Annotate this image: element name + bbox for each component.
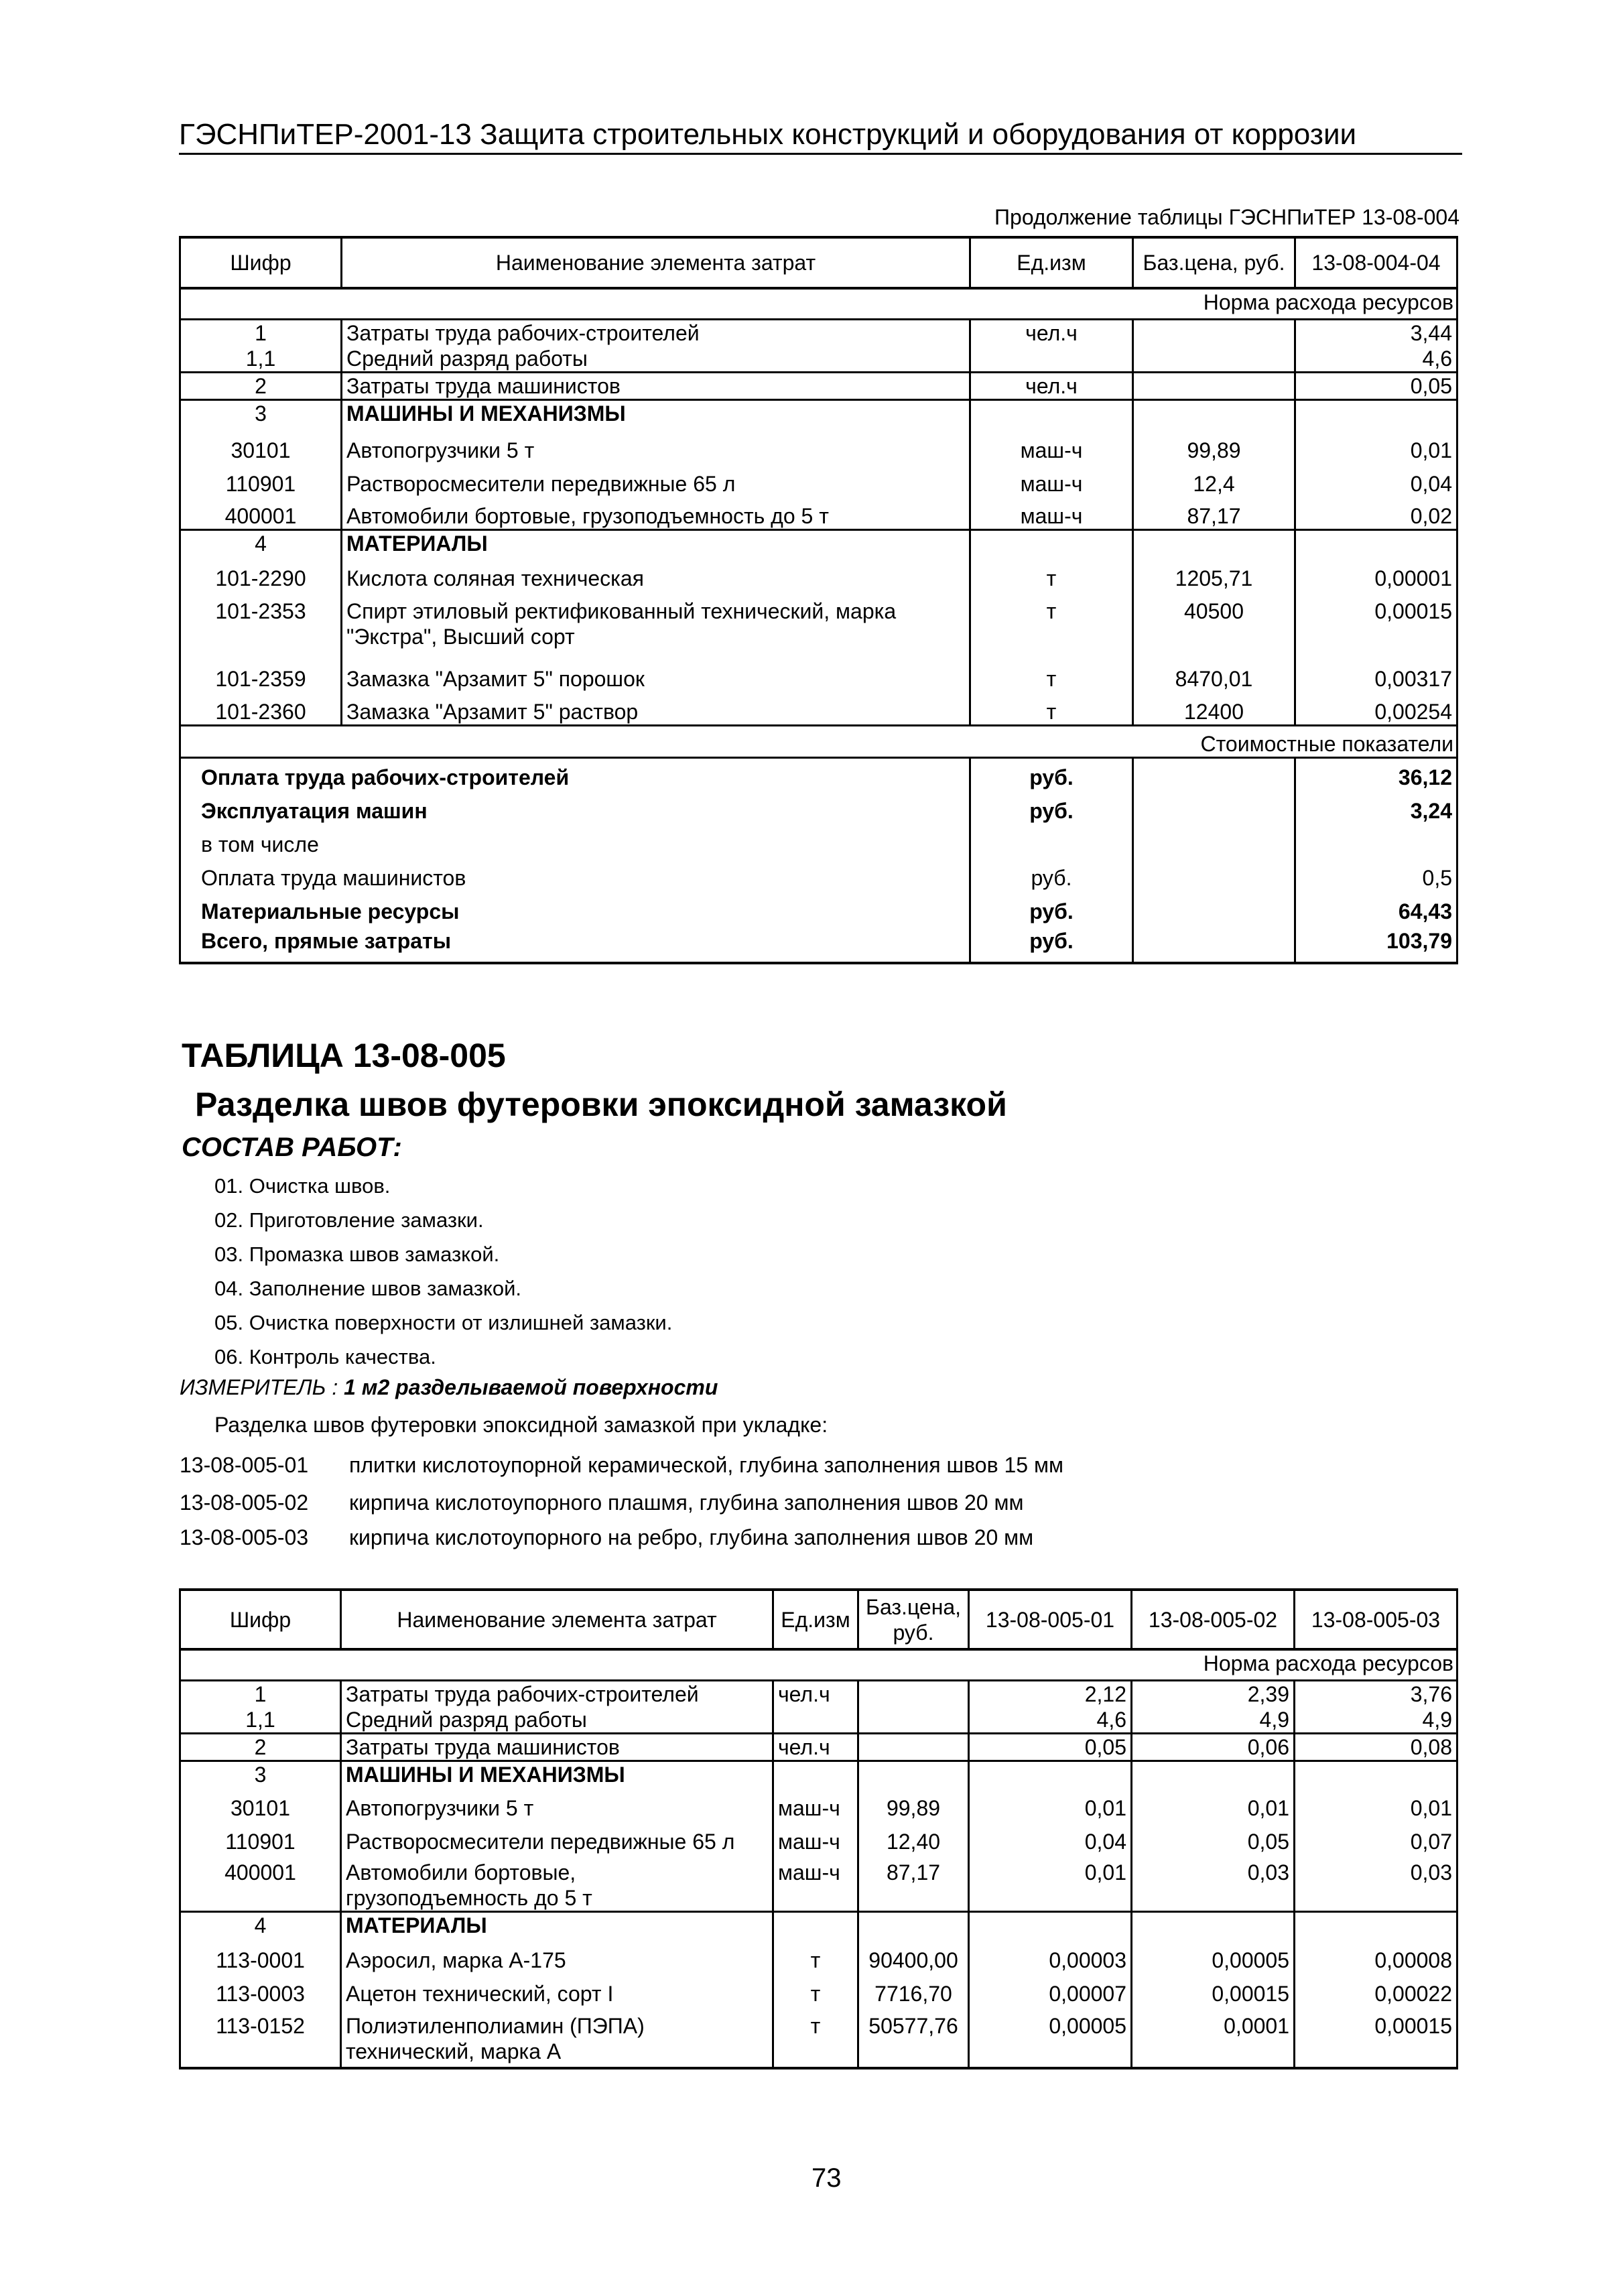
- table-row: [180, 1973, 1457, 2006]
- table-row: [180, 497, 1457, 530]
- row-value-2: 0,0001: [1132, 2006, 1295, 2068]
- list-item: 03. Промазка швов замазкой.: [214, 1242, 500, 1266]
- row-value-2: 0,06: [1132, 1733, 1295, 1761]
- row-name: Ацетон технический, сорт I: [341, 1973, 773, 2006]
- row-name: Аэросил, марка А-175: [341, 1938, 773, 1973]
- summary-name: Всего, прямые затраты: [180, 924, 970, 963]
- row-price: 99,89: [858, 1787, 969, 1821]
- row-code: 110901: [180, 1821, 341, 1854]
- list-item: 04. Заполнение швов замазкой.: [214, 1277, 522, 1300]
- row-value: 3,44: [1295, 319, 1457, 346]
- row-value-3: 0,08: [1295, 1733, 1457, 1761]
- row-name: Спирт этиловый ректификованный технический, марка: [346, 599, 897, 623]
- summary-value: 64,43: [1295, 891, 1457, 924]
- table-row: [180, 1821, 1457, 1854]
- row-name: Растворосмесители передвижные 65 л: [341, 1821, 773, 1854]
- row-unit: чел.ч: [773, 1680, 858, 1707]
- summary-value: [1295, 824, 1457, 857]
- table-row: [180, 2006, 1457, 2068]
- row-value-2: 0,05: [1132, 1821, 1295, 1854]
- row-value-1: 0,00005: [969, 2006, 1132, 2068]
- list-item: 05. Очистка поверхности от излишней замазки.: [214, 1311, 673, 1334]
- row-unit: [970, 399, 1133, 426]
- row-price: [1133, 530, 1295, 557]
- intro-text: Разделка швов футеровки эпоксидной замазкой при укладке:: [214, 1413, 828, 1437]
- summary-row: [180, 824, 1457, 857]
- header-price: Баз.цена, руб.: [1133, 237, 1295, 288]
- header-unit: Ед.изм: [970, 237, 1133, 288]
- header-code: Шифр: [180, 1590, 341, 1649]
- summary-value: 0,5: [1295, 857, 1457, 891]
- header-col: 13-08-004-04: [1295, 237, 1457, 288]
- row-price: [858, 1680, 969, 1707]
- row-value-1: [969, 1912, 1132, 1939]
- row-value-3: [1295, 1761, 1457, 1787]
- summary-row: [180, 924, 1457, 963]
- row-unit: маш-ч: [773, 1854, 858, 1912]
- row-name: Растворосмесители передвижные 65 л: [342, 463, 970, 497]
- row-name-multiline: [342, 591, 970, 658]
- row-unit: [773, 1707, 858, 1734]
- table-row: [180, 426, 1457, 463]
- row-name: Затраты труда рабочих-строителей: [341, 1680, 773, 1707]
- row-unit: [970, 530, 1133, 557]
- row-value: 0,01: [1295, 426, 1457, 463]
- row-code: 4: [180, 530, 342, 557]
- row-value-2: [1132, 1912, 1295, 1939]
- row-name: Затраты труда рабочих-строителей: [342, 319, 970, 346]
- row-unit: т: [773, 1973, 858, 2006]
- variant-text: кирпича кислотоупорного на ребро, глубина заполнения швов 20 мм: [349, 1525, 1034, 1549]
- summary-price: [1133, 757, 1295, 790]
- row-value: 0,00317: [1295, 658, 1457, 692]
- norm-band: Норма расхода ресурсов: [180, 1649, 1457, 1680]
- summary-name: в том числе: [180, 824, 970, 857]
- summary-unit: руб.: [970, 891, 1133, 924]
- row-value-2: 0,01: [1132, 1787, 1295, 1821]
- row-code: 30101: [180, 1787, 341, 1821]
- row-name: МАТЕРИАЛЫ: [341, 1912, 773, 1939]
- works-list: [214, 1169, 672, 1374]
- header-rule: [179, 153, 1462, 155]
- variant-text: плитки кислотоупорной керамической, глубина заполнения швов 15 мм: [349, 1453, 1063, 1477]
- row-value-3: 3,76: [1295, 1680, 1457, 1707]
- row-value-1: 0,05: [969, 1733, 1132, 1761]
- meter-line: [180, 1375, 718, 1400]
- row-value-3: 0,00022: [1295, 1973, 1457, 2006]
- row-name: Полиэтиленполиамин (ПЭПА): [346, 2014, 645, 2038]
- row-unit: [773, 1912, 858, 1939]
- row-value: 0,04: [1295, 463, 1457, 497]
- row-value-3: 0,01: [1295, 1787, 1457, 1821]
- works-heading: СОСТАВ РАБОТ:: [182, 1133, 402, 1162]
- row-code: 400001: [180, 497, 342, 530]
- table-row: [180, 1787, 1457, 1821]
- table-row: [180, 319, 1457, 346]
- row-value: 0,00015: [1295, 591, 1457, 658]
- table-row: [180, 530, 1457, 557]
- row-value-2: 0,03: [1132, 1854, 1295, 1912]
- summary-price: [1133, 857, 1295, 891]
- row-price: 1205,71: [1133, 556, 1295, 591]
- table-header-row: [180, 237, 1457, 288]
- table-row: [180, 399, 1457, 426]
- summary-unit: руб.: [970, 757, 1133, 790]
- summary-row: [180, 857, 1457, 891]
- row-name: МАШИНЫ И МЕХАНИЗМЫ: [342, 399, 970, 426]
- row-value-1: 0,00003: [969, 1938, 1132, 1973]
- header-col-2: 13-08-005-02: [1132, 1590, 1295, 1649]
- row-name: Автомобили бортовые, грузоподъемность до 5 т: [342, 497, 970, 530]
- header-unit: Ед.изм: [773, 1590, 858, 1649]
- summary-value: 3,24: [1295, 790, 1457, 824]
- table-row: [180, 1938, 1457, 1973]
- summary-price: [1133, 891, 1295, 924]
- header-col-1: 13-08-005-01: [969, 1590, 1132, 1649]
- row-name: Затраты труда машинистов: [341, 1733, 773, 1761]
- row-unit: чел.ч: [970, 372, 1133, 399]
- header-name: Наименование элемента затрат: [341, 1590, 773, 1649]
- table-row: [180, 1707, 1457, 1734]
- row-price: [1133, 372, 1295, 399]
- meter-label: ИЗМЕРИТЕЛЬ :: [180, 1375, 338, 1399]
- variant-text: кирпича кислотоупорного плашмя, глубина заполнения швов 20 мм: [349, 1490, 1024, 1515]
- row-value-3: 0,00008: [1295, 1938, 1457, 1973]
- row-price: [858, 1761, 969, 1787]
- row-code: 2: [180, 372, 342, 399]
- row-unit: [773, 1761, 858, 1787]
- page-header-title: ГЭСНПиТЕР-2001-13 Защита строительных конструкций и оборудования от коррозии: [179, 118, 1357, 151]
- row-value-1: [969, 1761, 1132, 1787]
- table-row: [180, 1733, 1457, 1761]
- row-value: 0,00254: [1295, 692, 1457, 725]
- row-unit: т: [970, 556, 1133, 591]
- summary-value: 103,79: [1295, 924, 1457, 963]
- row-price: 90400,00: [858, 1938, 969, 1973]
- row-unit: маш-ч: [970, 463, 1133, 497]
- summary-name: Эксплуатация машин: [180, 790, 970, 824]
- row-price: 40500: [1133, 591, 1295, 658]
- summary-row: [180, 790, 1457, 824]
- variant-code: 13-08-005-01: [180, 1453, 309, 1477]
- row-value-1: 4,6: [969, 1707, 1132, 1734]
- row-value: [1295, 530, 1457, 557]
- row-price: 99,89: [1133, 426, 1295, 463]
- row-price: [1133, 319, 1295, 346]
- row-code: 113-0001: [180, 1938, 341, 1973]
- row-code: 1: [180, 319, 342, 346]
- row-code: 101-2353: [180, 591, 342, 658]
- row-unit: т: [970, 591, 1133, 658]
- row-unit: маш-ч: [773, 1821, 858, 1854]
- row-name: Автопогрузчики 5 т: [341, 1787, 773, 1821]
- table-row: [180, 1854, 1457, 1912]
- row-price: [1133, 346, 1295, 373]
- row-name: Автопогрузчики 5 т: [342, 426, 970, 463]
- row-name-continued: технический, марка А: [346, 2039, 562, 2063]
- row-unit: маш-ч: [970, 497, 1133, 530]
- row-value-2: 0,00005: [1132, 1938, 1295, 1973]
- row-name: Автомобили бортовые,: [346, 1860, 576, 1885]
- row-code: 113-0003: [180, 1973, 341, 2006]
- summary-price: [1133, 824, 1295, 857]
- row-name: Средний разряд работы: [342, 346, 970, 373]
- row-value-1: 0,01: [969, 1787, 1132, 1821]
- row-code: 3: [180, 399, 342, 426]
- row-name: МАТЕРИАЛЫ: [342, 530, 970, 557]
- row-value-3: 0,07: [1295, 1821, 1457, 1854]
- header-price: Баз.цена, руб.: [858, 1590, 969, 1649]
- row-value-2: [1132, 1761, 1295, 1787]
- row-price: [1133, 399, 1295, 426]
- header-col-3: 13-08-005-03: [1295, 1590, 1457, 1649]
- row-value: 0,00001: [1295, 556, 1457, 591]
- row-name-continued: грузоподъемность до 5 т: [346, 1885, 592, 1910]
- variant-code: 13-08-005-03: [180, 1525, 309, 1549]
- row-value: 4,6: [1295, 346, 1457, 373]
- row-value-1: 0,00007: [969, 1973, 1132, 2006]
- table-row: [180, 591, 1457, 658]
- header-name: Наименование элемента затрат: [342, 237, 970, 288]
- row-price: 87,17: [858, 1854, 969, 1912]
- row-value: 0,02: [1295, 497, 1457, 530]
- row-name: Замазка "Арзамит 5" раствор: [342, 692, 970, 725]
- summary-price: [1133, 790, 1295, 824]
- row-unit: т: [773, 1938, 858, 1973]
- summary-unit: [970, 824, 1133, 857]
- row-code: 30101: [180, 426, 342, 463]
- summary-name: Материальные ресурсы: [180, 891, 970, 924]
- row-code: 2: [180, 1733, 341, 1761]
- table-row: [180, 1912, 1457, 1939]
- row-unit: т: [970, 692, 1133, 725]
- row-code: 400001: [180, 1854, 341, 1912]
- table-row: [180, 1761, 1457, 1787]
- row-value-3: 0,00015: [1295, 2006, 1457, 2068]
- row-value-1: 0,01: [969, 1854, 1132, 1912]
- summary-value: 36,12: [1295, 757, 1457, 790]
- table-row: [180, 1680, 1457, 1707]
- row-name: Средний разряд работы: [341, 1707, 773, 1734]
- variant-code: 13-08-005-02: [180, 1490, 309, 1515]
- row-name: МАШИНЫ И МЕХАНИЗМЫ: [341, 1761, 773, 1787]
- summary-unit: руб.: [970, 924, 1133, 963]
- row-name-multiline: [341, 1854, 773, 1912]
- summary-name: Оплата труда машинистов: [180, 857, 970, 891]
- table-subtitle: Разделка швов футеровки эпоксидной замазкой: [195, 1086, 1007, 1123]
- row-code: 3: [180, 1761, 341, 1787]
- row-unit: чел.ч: [970, 319, 1133, 346]
- row-value-2: 4,9: [1132, 1707, 1295, 1734]
- table-row: [180, 372, 1457, 399]
- row-code: 101-2360: [180, 692, 342, 725]
- row-price: 12,4: [1133, 463, 1295, 497]
- row-code: 113-0152: [180, 2006, 341, 2068]
- row-code: 1,1: [180, 1707, 341, 1734]
- row-value-3: 0,03: [1295, 1854, 1457, 1912]
- continuation-caption: Продолжение таблицы ГЭСНПиТЕР 13-08-004: [994, 205, 1459, 229]
- row-code: 101-2359: [180, 658, 342, 692]
- row-code: 1,1: [180, 346, 342, 373]
- table-row: [180, 346, 1457, 373]
- table-row: [180, 692, 1457, 725]
- table-row: [180, 463, 1457, 497]
- row-price: 8470,01: [1133, 658, 1295, 692]
- list-item: 06. Контроль качества.: [214, 1345, 436, 1368]
- summary-row: [180, 891, 1457, 924]
- header-code: Шифр: [180, 237, 342, 288]
- row-unit: маш-ч: [970, 426, 1133, 463]
- table-13-08-004-continuation: [179, 236, 1458, 964]
- summary-unit: руб.: [970, 790, 1133, 824]
- table-header-row: [180, 1590, 1457, 1649]
- summary-price: [1133, 924, 1295, 963]
- norm-band-row: [180, 288, 1457, 319]
- row-unit: чел.ч: [773, 1733, 858, 1761]
- summary-name: Оплата труда рабочих-строителей: [180, 757, 970, 790]
- row-name-continued: "Экстра", Высший сорт: [346, 625, 575, 649]
- row-unit: т: [970, 658, 1133, 692]
- norm-band-row: [180, 1649, 1457, 1680]
- row-value: [1295, 399, 1457, 426]
- row-value-3: 4,9: [1295, 1707, 1457, 1734]
- row-unit: маш-ч: [773, 1787, 858, 1821]
- row-value-2: 0,00015: [1132, 1973, 1295, 2006]
- table-title: ТАБЛИЦА 13-08-005: [182, 1037, 506, 1074]
- row-price: 50577,76: [858, 2006, 969, 2068]
- row-price: 12,40: [858, 1821, 969, 1854]
- row-code: 101-2290: [180, 556, 342, 591]
- list-item: 02. Приготовление замазки.: [214, 1208, 484, 1232]
- row-value-2: 2,39: [1132, 1680, 1295, 1707]
- row-value: 0,05: [1295, 372, 1457, 399]
- row-name-multiline: [341, 2006, 773, 2068]
- row-code: 4: [180, 1912, 341, 1939]
- row-price: [858, 1912, 969, 1939]
- row-name: Кислота соляная техническая: [342, 556, 970, 591]
- row-name: Замазка "Арзамит 5" порошок: [342, 658, 970, 692]
- row-unit: [970, 346, 1133, 373]
- table-13-08-005: [179, 1588, 1458, 2069]
- row-price: 7716,70: [858, 1973, 969, 2006]
- summary-row: [180, 757, 1457, 790]
- table-row: [180, 556, 1457, 591]
- summary-unit: руб.: [970, 857, 1133, 891]
- row-value-1: 0,04: [969, 1821, 1132, 1854]
- row-value-1: 2,12: [969, 1680, 1132, 1707]
- row-price: [858, 1707, 969, 1734]
- norm-band: Норма расхода ресурсов: [180, 288, 1457, 319]
- meter-value: 1 м2 разделываемой поверхности: [344, 1375, 718, 1399]
- row-unit: т: [773, 2006, 858, 2068]
- row-value-3: [1295, 1912, 1457, 1939]
- list-item: 01. Очистка швов.: [214, 1174, 391, 1198]
- row-price: 12400: [1133, 692, 1295, 725]
- row-code: 110901: [180, 463, 342, 497]
- row-name: Затраты труда машинистов: [342, 372, 970, 399]
- row-price: 87,17: [1133, 497, 1295, 530]
- row-price: [858, 1733, 969, 1761]
- cost-band-row: [180, 725, 1457, 757]
- page-number: 73: [812, 2163, 842, 2193]
- row-code: 1: [180, 1680, 341, 1707]
- cost-band: Стоимостные показатели: [180, 725, 1457, 757]
- table-row: [180, 658, 1457, 692]
